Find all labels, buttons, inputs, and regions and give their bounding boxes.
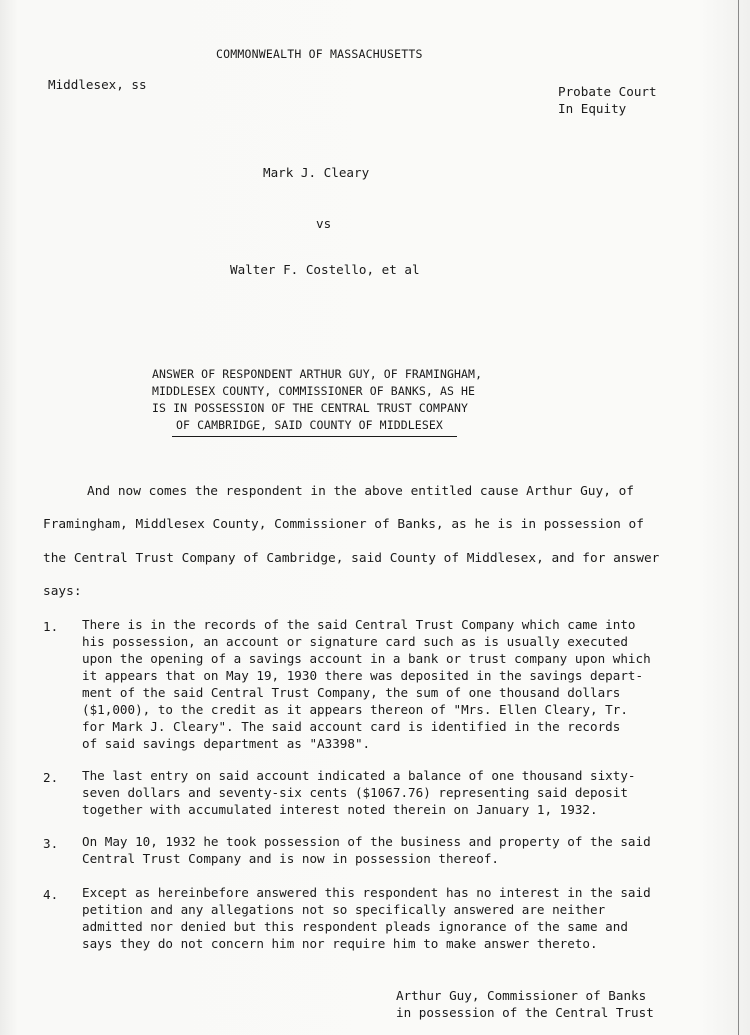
caption-line-underlined: OF CAMBRIDGE, SAID COUNTY OF MIDDLESEX xyxy=(172,420,457,437)
item-line: ment of the said Central Trust Company, the sum of one thousand dollars xyxy=(82,685,621,700)
signature-line: in possession of the Central Trust xyxy=(396,1005,654,1020)
court-jurisdiction: In Equity xyxy=(558,101,627,116)
page-edge-line xyxy=(738,0,739,1035)
intro-line: says: xyxy=(43,584,82,599)
item-line: There is in the records of the said Central Trust Company which came into xyxy=(82,617,636,632)
intro-line: the Central Trust Company of Cambridge, said County of Middlesex, and for answer xyxy=(43,551,660,566)
item-line: admitted nor denied but this respondent pleads ignorance of the same and xyxy=(82,919,628,934)
item-line: together with accumulated interest noted therein on January 1, 1932. xyxy=(82,802,598,817)
signature-line: Arthur Guy, Commissioner of Banks xyxy=(396,988,647,1003)
commonwealth-heading: COMMONWEALTH OF MASSACHUSETTS xyxy=(216,47,423,61)
caption-line: IS IN POSSESSION OF THE CENTRAL TRUST COMPANY xyxy=(152,401,469,415)
item-line: it appears that on May 19, 1930 there was deposited in the savings depart- xyxy=(82,668,644,683)
item-line: The last entry on said account indicated a balance of one thousand sixty- xyxy=(82,768,636,783)
item-line: upon the opening of a savings account in a bank or trust company upon which xyxy=(82,651,651,666)
item-number: 1. xyxy=(43,619,59,634)
caption-line: ANSWER OF RESPONDENT ARTHUR GUY, OF FRAMINGHAM, xyxy=(152,367,483,381)
item-line: Central Trust Company and is now in possession thereof. xyxy=(82,851,500,866)
item-line: ($1,000), to the credit as it appears thereon of "Mrs. Ellen Cleary, Tr. xyxy=(82,702,628,717)
caption-line: MIDDLESEX COUNTY, COMMISSIONER OF BANKS, AS HE xyxy=(152,384,476,398)
intro-line: Framingham, Middlesex County, Commissioner of Banks, as he is in possession of xyxy=(43,517,644,532)
plaintiff-name: Mark J. Cleary xyxy=(263,165,370,180)
item-number: 3. xyxy=(43,836,59,851)
item-line: petition and any allegations not so specifically answered are neither xyxy=(82,902,606,917)
item-line: his possession, an account or signature card such as is usually executed xyxy=(82,634,628,649)
county-venue: Middlesex, ss xyxy=(48,77,147,92)
item-line: Except as hereinbefore answered this respondent has no interest in the said xyxy=(82,885,651,900)
item-line: for Mark J. Cleary". The said account card is identified in the records xyxy=(82,719,621,734)
item-line: seven dollars and seventy-six cents ($1067.76) representing said deposit xyxy=(82,785,628,800)
versus-label: vs xyxy=(316,216,332,231)
defendant-name: Walter F. Costello, et al xyxy=(230,262,420,277)
item-number: 4. xyxy=(43,887,59,902)
court-name: Probate Court xyxy=(558,84,657,99)
item-line: On May 10, 1932 he took possession of the business and property of the said xyxy=(82,834,651,849)
item-line: says they do not concern him nor require him to make answer thereto. xyxy=(82,936,598,951)
item-number: 2. xyxy=(43,770,59,785)
item-line: of said savings department as "A3398". xyxy=(82,736,371,751)
intro-line: And now comes the respondent in the above entitled cause Arthur Guy, of xyxy=(87,484,635,499)
